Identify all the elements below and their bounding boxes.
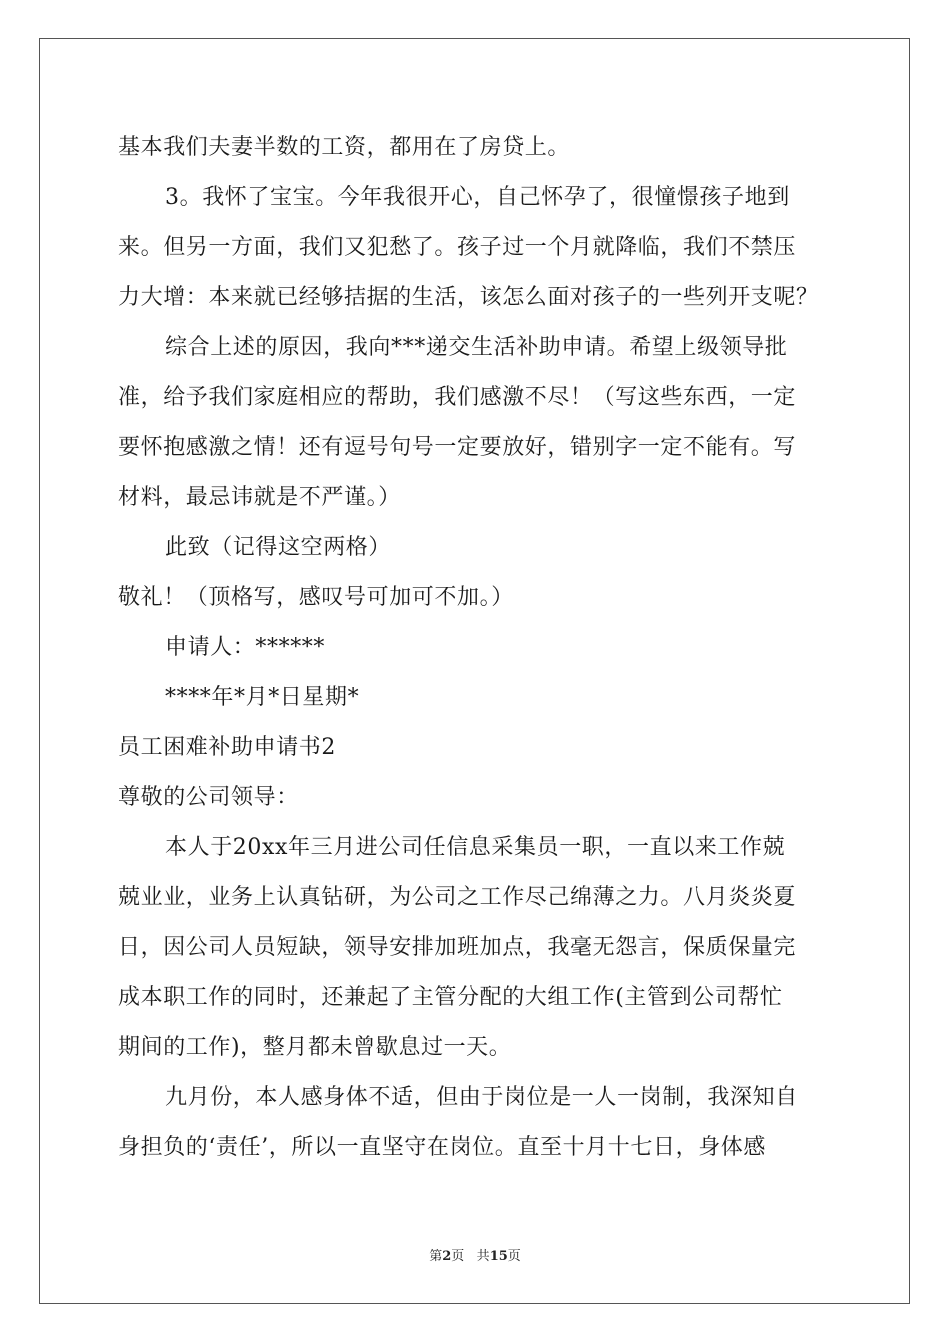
total-pages: 15 xyxy=(489,1249,508,1264)
section-title: 员工困难补助申请书2 xyxy=(118,735,336,760)
total-prefix: 共 xyxy=(476,1249,490,1264)
text-line: ****年*月*日星期* xyxy=(165,685,360,710)
page-number: 2 xyxy=(442,1249,452,1264)
text-line: 综合上述的原因，我向***递交生活补助申请。希望上级领导批 xyxy=(165,335,788,360)
page-footer xyxy=(0,1249,950,1265)
text-line: 本人于20xx年三月进公司任信息采集员一职，一直以来工作兢 xyxy=(165,835,786,860)
text-line: 成本职工作的同时，还兼起了主管分配的大组工作(主管到公司帮忙 xyxy=(118,985,783,1010)
text-line: 力大增：本来就已经够拮据的生活，该怎么面对孩子的一些列开支呢？ xyxy=(118,285,819,310)
text-line: 日，因公司人员短缺，领导安排加班加点，我毫无怨言，保质保量完 xyxy=(118,935,797,960)
text-line: 申请人：****** xyxy=(165,635,326,660)
text-line: 身担负的‘责任’，所以一直坚守在岗位。直至十月十七日，身体感 xyxy=(118,1135,766,1160)
text-line: 来。但另一方面，我们又犯愁了。孩子过一个月就降临，我们不禁压 xyxy=(118,235,797,260)
text-line: 材料，最忌讳就是不严谨。） xyxy=(118,485,401,510)
text-line: 敬礼！（顶格写，感叹号可加可不加。） xyxy=(118,585,514,610)
document-body xyxy=(118,126,838,1160)
text-line: 要怀抱感激之情！还有逗号句号一定要放好，错别字一定不能有。写 xyxy=(118,435,797,460)
text-line: 期间的工作)，整月都未曾歇息过一天。 xyxy=(118,1035,512,1060)
page-suffix: 页 xyxy=(451,1249,465,1264)
page-prefix: 第 xyxy=(429,1249,443,1264)
text-line: 九月份，本人感身体不适，但由于岗位是一人一岗制，我深知自 xyxy=(165,1085,798,1110)
total-suffix: 页 xyxy=(507,1249,521,1264)
text-line: 3。我怀了宝宝。今年我很开心，自己怀孕了，很憧憬孩子地到 xyxy=(165,185,790,210)
salutation: 尊敬的公司领导： xyxy=(118,785,299,810)
text-line: 兢业业，业务上认真钻研，为公司之工作尽己绵薄之力。八月炎炎夏 xyxy=(118,885,797,910)
text-line: 基本我们夫妻半数的工资，都用在了房贷上。 xyxy=(118,135,571,160)
text-line: 此致（记得这空两格） xyxy=(165,535,392,560)
text-line: 准，给予我们家庭相应的帮助，我们感激不尽！（写这些东西，一定 xyxy=(118,385,797,410)
